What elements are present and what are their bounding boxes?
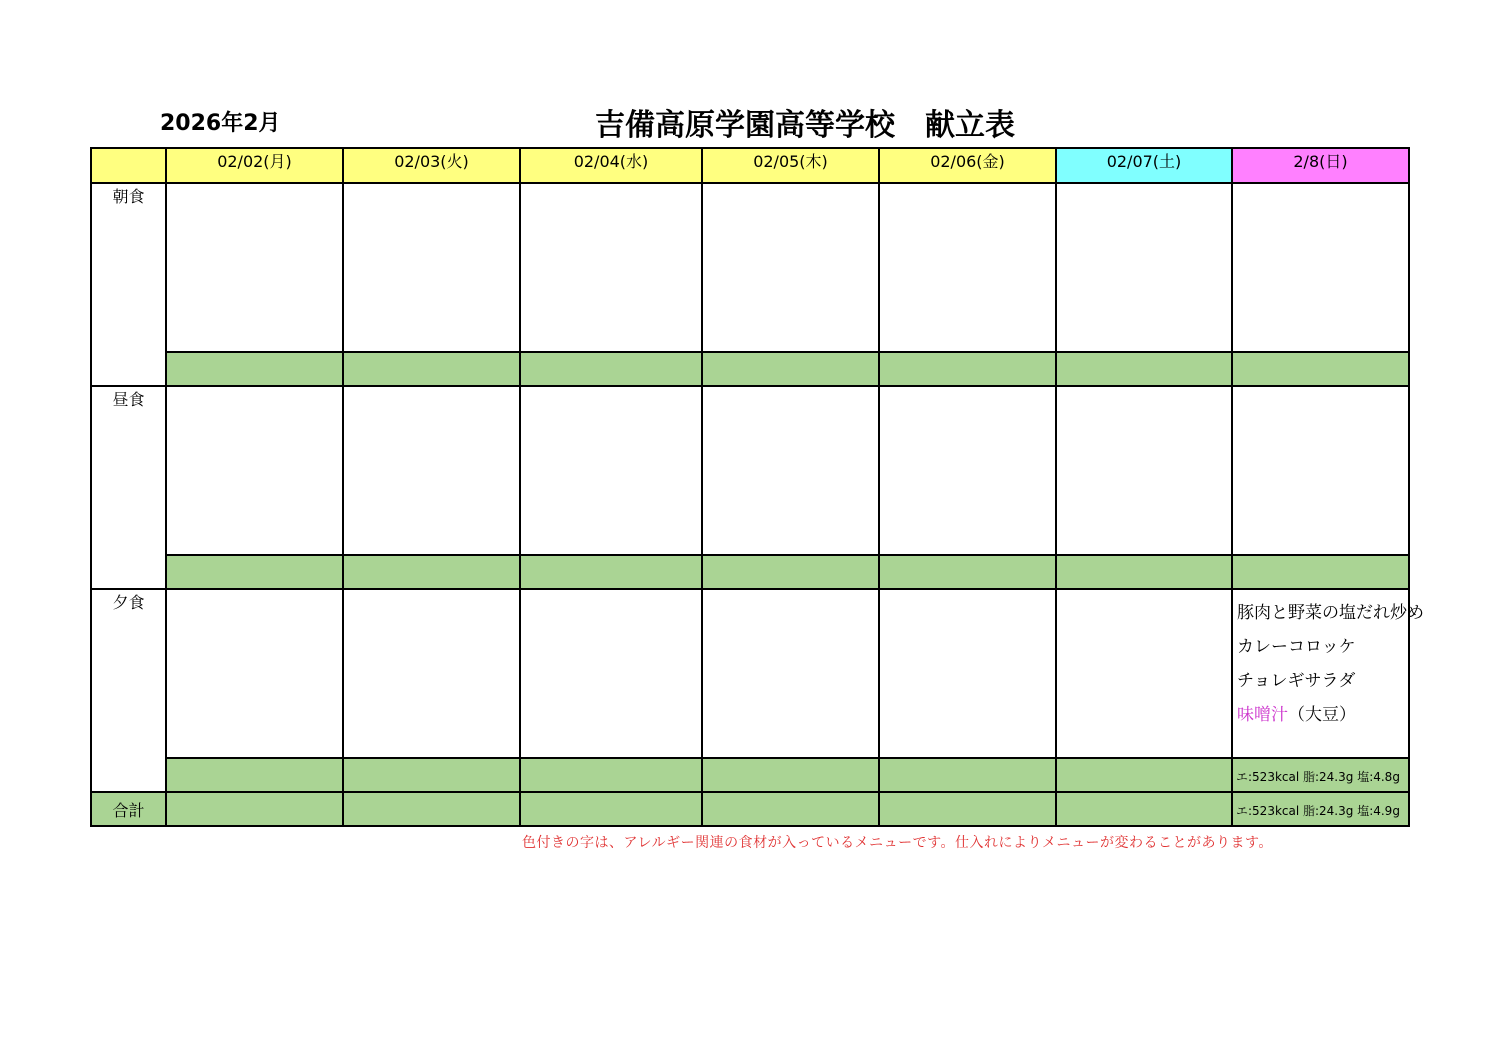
- day-header-sunday: 2/8(日): [1232, 148, 1409, 183]
- menu-cell: [343, 183, 520, 352]
- total-nutrition-text: エ:523kcal 脂:24.3g 塩:4.9g: [1236, 803, 1400, 818]
- menu-cell: [343, 386, 520, 555]
- nutrition-cell: [702, 352, 879, 386]
- allergen-item: 味噌汁: [1237, 705, 1288, 725]
- menu-cell: [166, 589, 343, 758]
- nutrition-cell: [520, 758, 702, 792]
- nutrition-cell: [343, 758, 520, 792]
- menu-item: 豚肉と野菜の塩だれ炒め: [1237, 603, 1424, 623]
- allergen-note: （大豆）: [1288, 705, 1356, 725]
- total-cell: [166, 792, 343, 826]
- breakfast-row: [91, 183, 1409, 352]
- nutrition-cell: [166, 758, 343, 792]
- dinner-nutrition-row: [91, 758, 1409, 792]
- menu-table: [90, 147, 1424, 827]
- menu-cell: [343, 589, 520, 758]
- meal-label-breakfast: 朝食: [91, 183, 166, 386]
- nutrition-cell: [343, 555, 520, 589]
- meal-label-lunch: 昼食: [91, 386, 166, 589]
- nutrition-cell: [1056, 352, 1232, 386]
- month-label: 2026年2月: [160, 111, 281, 136]
- menu-cell: [166, 183, 343, 352]
- breakfast-nutrition-row: [91, 352, 1409, 386]
- nutrition-cell: [520, 352, 702, 386]
- menu-cell: [1056, 589, 1232, 758]
- menu-item: カレーコロッケ: [1237, 637, 1356, 657]
- nutrition-cell: [1056, 758, 1232, 792]
- day-header: 02/02(月): [166, 148, 343, 183]
- menu-item: [1237, 698, 1404, 732]
- nutrition-cell: [166, 555, 343, 589]
- total-cell: [520, 792, 702, 826]
- nutrition-cell: [1232, 352, 1409, 386]
- day-header-saturday: 02/07(土): [1056, 148, 1232, 183]
- day-header: 02/06(金): [879, 148, 1056, 183]
- menu-cell: [520, 589, 702, 758]
- total-cell-sunday: [1232, 792, 1409, 826]
- page-title: 吉備高原学園高等学校 献立表: [595, 108, 1015, 143]
- total-cell: [343, 792, 520, 826]
- nutrition-cell: [879, 352, 1056, 386]
- nutrition-text: エ:523kcal 脂:24.3g 塩:4.8g: [1236, 769, 1400, 784]
- meal-label-dinner: 夕食: [91, 589, 166, 792]
- menu-cell: [1056, 386, 1232, 555]
- total-cell: [1056, 792, 1232, 826]
- menu-cell: [702, 183, 879, 352]
- dinner-row: [91, 589, 1409, 758]
- menu-cell: [702, 589, 879, 758]
- nutrition-cell: [1232, 555, 1409, 589]
- menu-cell: [879, 589, 1056, 758]
- menu-cell: [1056, 183, 1232, 352]
- nutrition-cell: [879, 555, 1056, 589]
- allergen-footnote: 色付きの字は、アレルギー関連の食材が入っているメニューです。仕入れによりメニューが変わることがあります。: [522, 835, 1273, 851]
- menu-cell: [166, 386, 343, 555]
- total-cell: [702, 792, 879, 826]
- nutrition-cell: [343, 352, 520, 386]
- menu-cell: [879, 386, 1056, 555]
- nutrition-cell: [1056, 555, 1232, 589]
- nutrition-cell: [166, 352, 343, 386]
- total-row: [91, 792, 1409, 826]
- nutrition-cell: [702, 758, 879, 792]
- menu-item: チョレギサラダ: [1237, 671, 1356, 691]
- day-header: 02/04(水): [520, 148, 702, 183]
- total-cell: [879, 792, 1056, 826]
- menu-cell: [1232, 386, 1409, 555]
- day-header-row: [91, 148, 1409, 183]
- nutrition-cell: [702, 555, 879, 589]
- menu-cell: [879, 183, 1056, 352]
- nutrition-cell: [520, 555, 702, 589]
- nutrition-cell: [879, 758, 1056, 792]
- menu-cell: [702, 386, 879, 555]
- menu-item-list: [1233, 590, 1424, 732]
- nutrition-cell-sunday: [1232, 758, 1409, 792]
- lunch-row: [91, 386, 1409, 555]
- menu-cell: [520, 183, 702, 352]
- menu-cell-sunday-dinner: [1232, 589, 1424, 758]
- menu-cell: [520, 386, 702, 555]
- day-header: 02/03(火): [343, 148, 520, 183]
- lunch-nutrition-row: [91, 555, 1409, 589]
- corner-cell: [91, 148, 166, 183]
- menu-cell: [1232, 183, 1409, 352]
- day-header: 02/05(木): [702, 148, 879, 183]
- total-label: 合計: [91, 792, 166, 826]
